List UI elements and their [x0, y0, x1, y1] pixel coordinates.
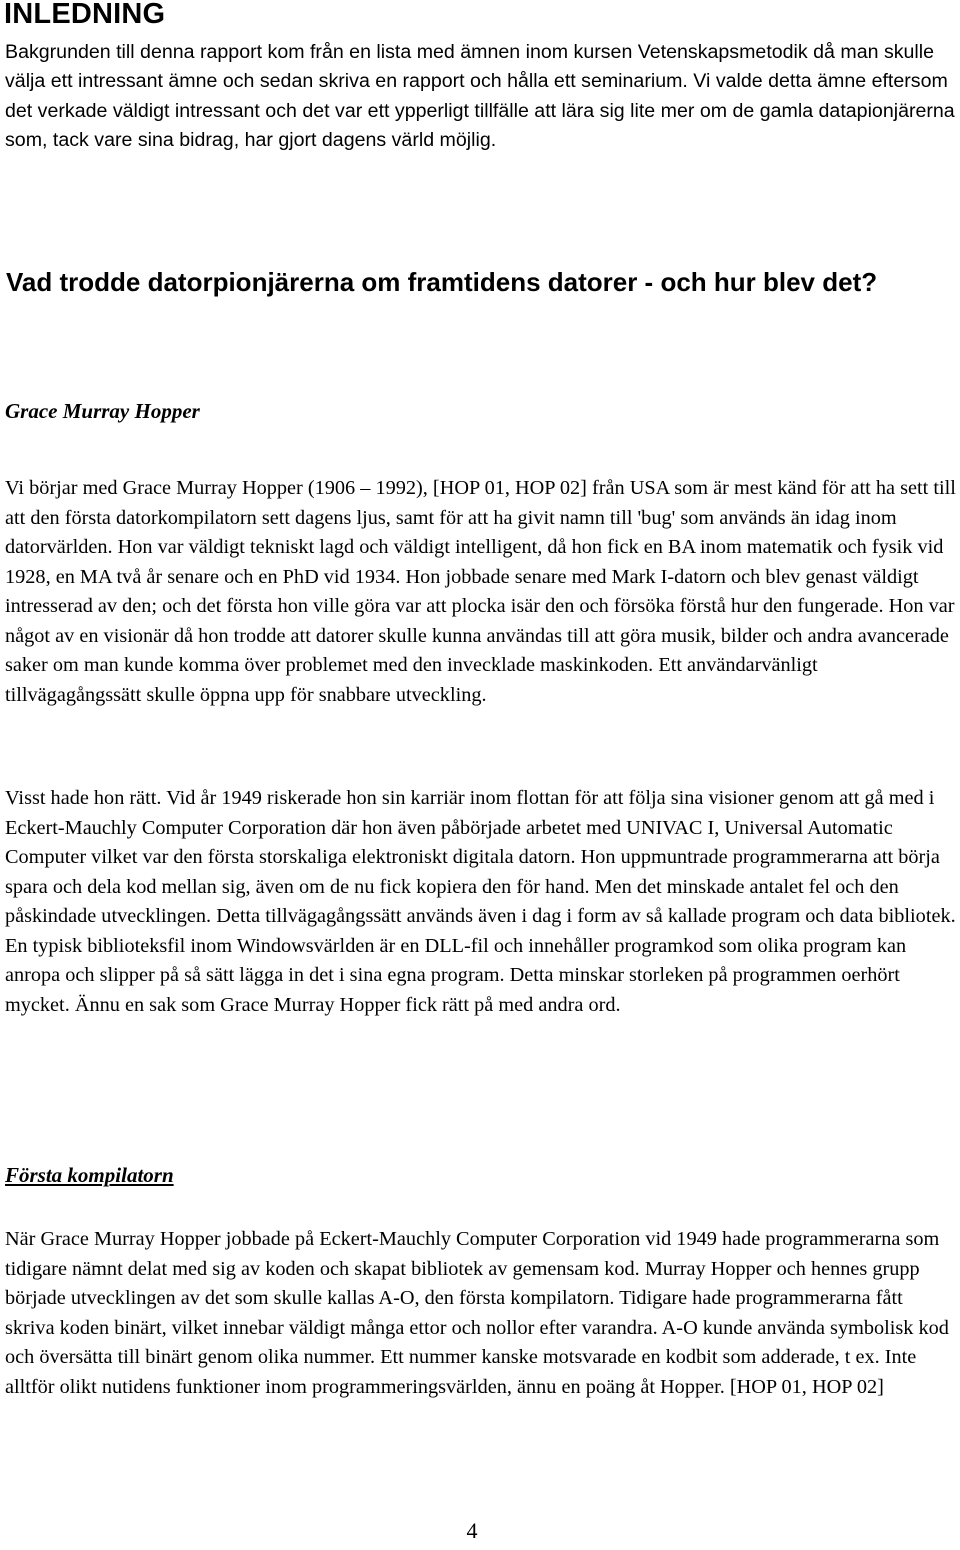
page-number: 4: [466, 1518, 478, 1543]
subheading-forsta-kompilatorn: Första kompilatorn: [5, 1163, 174, 1187]
section-heading: Vad trodde datorpionjärerna om framtidens datorer - och hur blev det?: [6, 267, 878, 297]
compiler-paragraph: När Grace Murray Hopper jobbade på Eckert-Mauchly Computer Corporation vid 1949 hade programmerarna som tidigare nämnt delat med sig av koden och skapat bibliotek av gemensam kod. Murray Hopper och hennes grupp började utvecklingen av det som skulle kallas A-O, den första kompilatorn. Tidigare hade programmerarna fått skriva koden binärt, vilket innebar väldigt många ettor och nollor efter varandra. A-O kunde använda symbolisk kod och översätta till binärt genom olika nummer. Ett nummer kanske motsvarade en kodbit som adderade, t ex. Inte alltför olikt nutidens funktioner inom programmeringsvärlden, ännu en poäng åt Hopper. [HOP 01, HOP 02]: [5, 1228, 949, 1398]
intro-paragraph: Bakgrunden till denna rapport kom från en lista med ämnen inom kursen Vetenskapsmetodik då man skulle välja ett intressant ämne och sedan skriva en rapport och hålla ett seminarium. Vi valde detta ämne eftersom det verkade väldigt intressant och det var ett ypperligt tillfälle att lära sig lite mer om de gamla datapionjärerna som, tack vare sina bidrag, har gjort dagens värld möjlig.: [5, 41, 955, 151]
hopper-paragraph-2: Visst hade hon rätt. Vid år 1949 riskerade hon sin karriär inom flottan för att följa sina visioner genom att gå med i Eckert-Mauchly Computer Corporation där hon även påbörjade arbetet med UNIVAC I, Universal Automatic Computer vilket var den första storskaliga elektroniskt digitala datorn. Hon uppmuntrade programmerarna att börja spara och dela kod mellan sig, även om de nu fick kopiera den för hand. Men det minskade antalet fel och den påskindade utvecklingen. Detta tillvägagångssätt används även i dag i form av så kallade program och data bibliotek. En typisk biblioteksfil inom Windowsvärlden är en DLL-fil och innehåller programkod som olika program kan anropa och slipper på så sätt lägga in det i sina egna program. Detta minskar storleken på programmen oerhört mycket. Ännu en sak som Grace Murray Hopper fick rätt på med andra ord.: [5, 787, 956, 1016]
heading-inledning: INLEDNING: [4, 0, 166, 30]
subheading-grace-murray-hopper: Grace Murray Hopper: [5, 399, 200, 423]
hopper-paragraph-1: Vi börjar med Grace Murray Hopper (1906 – 1992), [HOP 01, HOP 02] från USA som är mest känd för att ha sett till att den första datorkompilatorn sett dagens ljus, samt för att ha givit namn till 'bug' som används än idag inom datorvärlden. Hon var väldigt tekniskt lagd och väldigt intelligent, då hon fick en BA inom matematik och fysik vid 1928, en MA två år senare och en PhD vid 1934. Hon jobbade senare med Mark I-datorn och blev genast väldigt intresserad av den; och det första hon ville göra var att plocka isär den och försöka förstå hur den fungerade. Hon var något av en visionär då hon trodde att datorer skulle kunna användas till att göra musik, bilder och andra avancerade saker om man kunde komma över problemet med den invecklade maskinkoden. Ett användarvänligt tillvägagångssätt skulle öppna upp för snabbare utveckling.: [5, 477, 956, 706]
